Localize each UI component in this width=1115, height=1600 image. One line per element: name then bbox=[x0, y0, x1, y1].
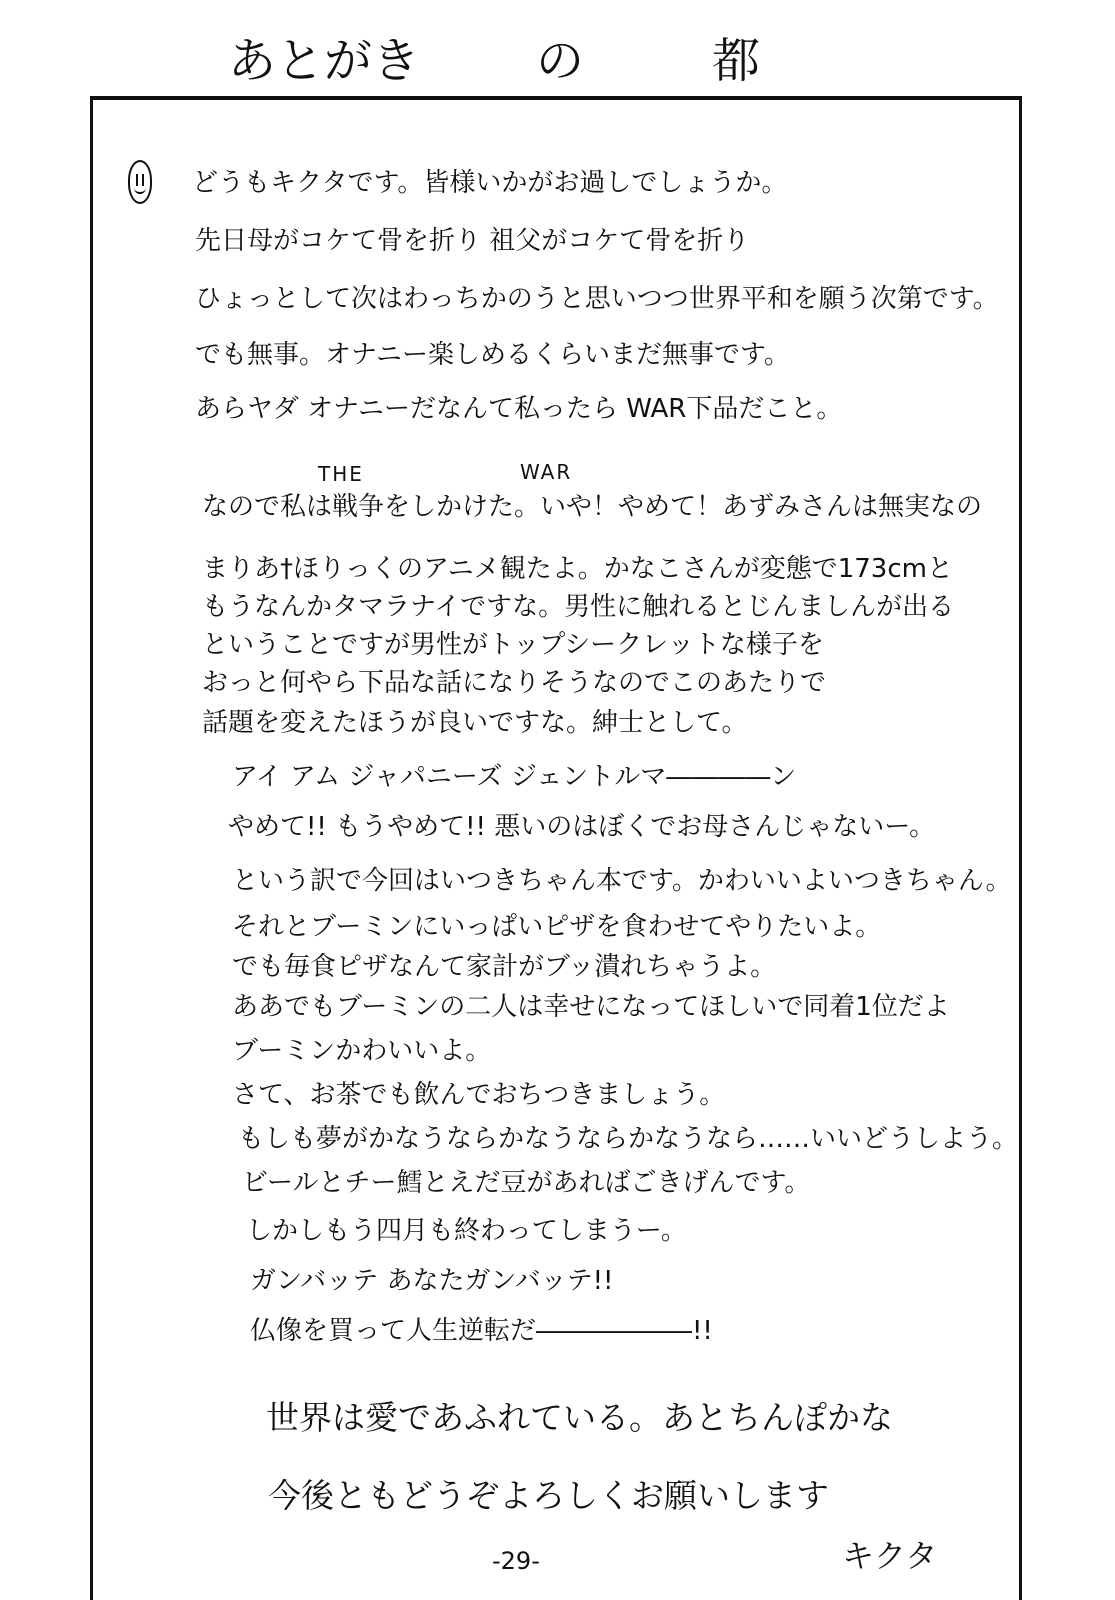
text-line-16: でも毎食ピザなんて家計がブッ潰れちゃうよ。 bbox=[232, 952, 777, 982]
title-particle: の bbox=[536, 33, 585, 89]
ruby-war: WAR bbox=[520, 460, 573, 484]
text-line-9: ということですが男性がトップシークレットな様子を bbox=[202, 630, 824, 660]
text-line-12: アイ アム ジャパニーズ ジェントルマ――――ン bbox=[232, 762, 797, 792]
text-line-17: ああでもブーミンの二人は幸せになってほしいで同着1位だよ bbox=[232, 992, 950, 1022]
text-line-2: 先日母がコケて骨を折り 祖父がコケて骨を折り bbox=[195, 226, 750, 256]
text-line-22: しかしもう四月も終わってしまうー。 bbox=[246, 1216, 687, 1246]
text-line-13: やめて!! もうやめて!! 悪いのはぼくでお母さんじゃないー。 bbox=[228, 812, 936, 842]
ruby-the: THE bbox=[318, 462, 364, 486]
text-line-3: ひょっとして次はわっちかのうと思いつつ世界平和を願う次第です。 bbox=[195, 284, 999, 314]
text-line-8: もうなんかタマラナイですな。男性に触れるとじんましんが出る bbox=[202, 592, 955, 622]
afterword-title bbox=[0, 26, 1115, 96]
title-afterword: あとがき bbox=[228, 33, 421, 89]
smiley-mouth bbox=[134, 184, 146, 194]
author-signature: キクタ bbox=[842, 1537, 938, 1575]
text-line-14: という訳で今回はいつきちゃん本です。かわいいよいつきちゃん。 bbox=[232, 866, 1012, 896]
text-line-11: 話題を変えたほうが良いですな。紳士として。 bbox=[202, 708, 748, 738]
text-line-5: あらヤダ オナニーだなんて私ったら WAR下品だこと。 bbox=[195, 394, 843, 424]
text-line-19: さて、お茶でも飲んでおちつきましょう。 bbox=[232, 1080, 726, 1110]
smiley-face-icon bbox=[128, 160, 152, 204]
text-line-1: どうもキクタです。皆様いかがお過しでしょうか。 bbox=[192, 168, 788, 198]
text-line-4: でも無事。オナニー楽しめるくらいまだ無事です。 bbox=[195, 340, 790, 370]
text-line-18: ブーミンかわいいよ。 bbox=[232, 1036, 492, 1066]
text-line-21: ビールとチー鱈とえだ豆があればごきげんです。 bbox=[242, 1168, 811, 1198]
text-line-15: それとブーミンにいっぱいピザを食わせてやりたいよ。 bbox=[232, 912, 882, 942]
title-capital: 都 bbox=[712, 33, 761, 89]
page-frame bbox=[90, 96, 1022, 1600]
text-line-26: 今後ともどうぞよろしくお願いします bbox=[268, 1476, 829, 1515]
text-line-23: ガンバッテ あなたガンバッテ!! bbox=[250, 1266, 614, 1296]
page-number: -29- bbox=[492, 1547, 540, 1575]
text-line-24: 仏像を買って人生逆転だ――――――!! bbox=[250, 1316, 713, 1346]
text-line-25: 世界は愛であふれている。あとちんぽかな bbox=[266, 1398, 893, 1437]
text-line-6: なので私は戦争をしかけた。いや！やめて！あずみさんは無実なの bbox=[202, 492, 983, 522]
text-line-20: もしも夢がかなうならかなうならかなうなら……いいどうしよう。 bbox=[238, 1124, 1019, 1154]
text-line-7: まりあ†ほりっくのアニメ観たよ。かなこさんが変態で173cmと bbox=[202, 554, 953, 584]
text-line-10: おっと何やら下品な話になりそうなのでこのあたりで bbox=[202, 668, 827, 698]
